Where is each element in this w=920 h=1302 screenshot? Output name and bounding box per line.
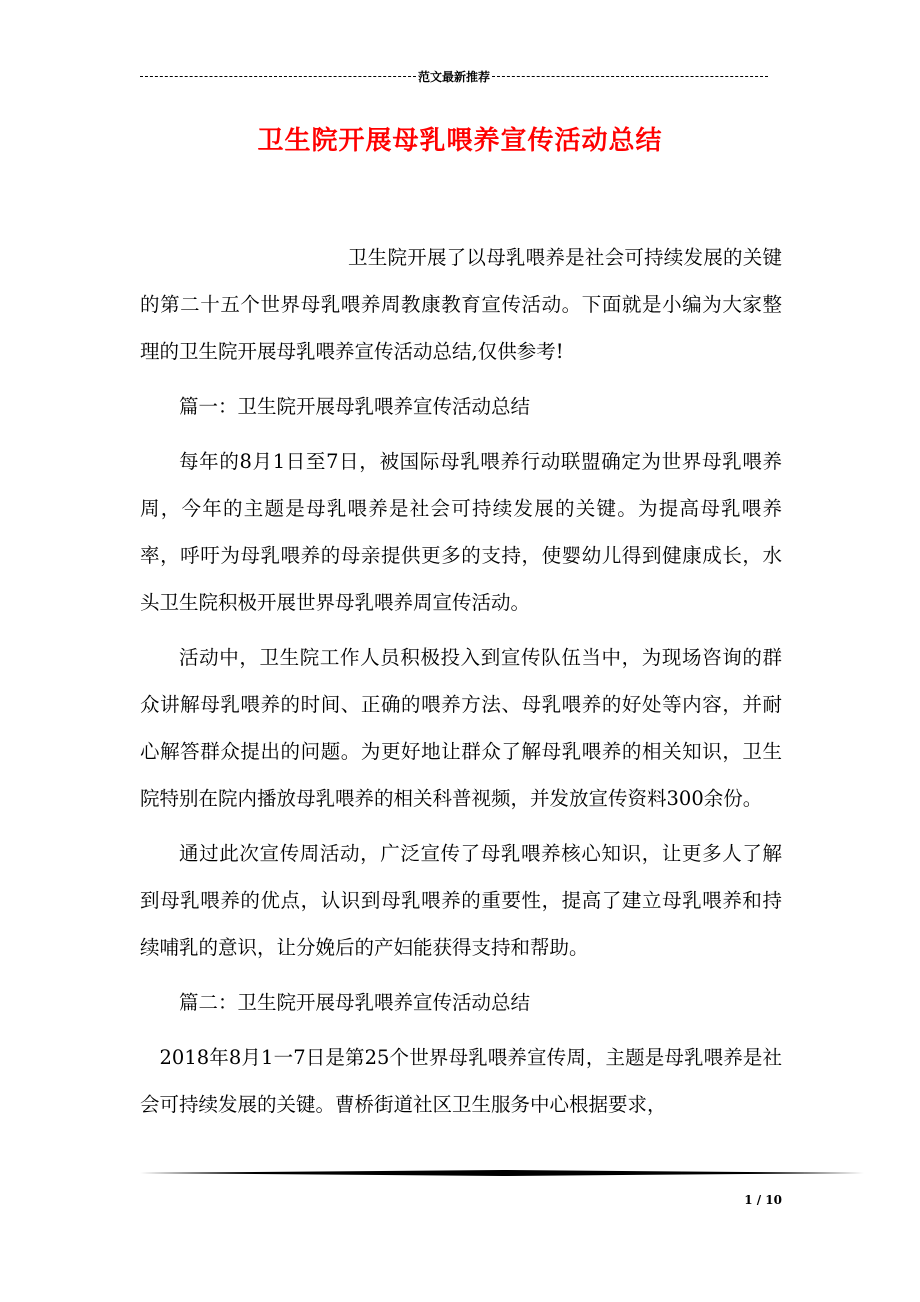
header-dash-left	[140, 76, 416, 77]
page-number: 1 / 10	[744, 1193, 782, 1207]
section-heading-2: 篇二：卫生院开展母乳喂养宣传活动总结	[179, 991, 531, 1014]
document-title: 卫生院开展母乳喂养宣传活动总结	[257, 126, 663, 156]
paragraph-3: 通过此次宣传周活动，广泛宣传了母乳喂养核心知识，让更多人了解到母乳喂养的优点，认识到母乳喂养的重要性，提高了建立母乳喂养和持续哺乳的意识，让分娩后的产妇能获得支持和帮助。	[140, 842, 782, 959]
paragraph-4: 2018年8月1一7日是第25个世界母乳喂养宣传周，主题是母乳喂养是社会可持续发展的关键。曹桥街道社区卫生服务中心根据要求，	[140, 1046, 782, 1116]
footer-rule	[140, 1170, 864, 1176]
header-label: 范文最新推荐	[418, 70, 491, 84]
page-header	[140, 68, 768, 85]
paragraph-2: 活动中，卫生院工作人员积极投入到宣传队伍当中，为现场咨询的群众讲解母乳喂养的时间、正确的喂养方法、母乳喂养的好处等内容，并耐心解答群众提出的问题。为更好地让群众了解母乳喂养的相关知识，卫生院特别在院内播放母乳喂养的相关科普视频，并发放宣传资料300余份。	[140, 646, 782, 810]
document-body	[140, 234, 782, 1128]
paragraph-1: 每年的8月1日至7日，被国际母乳喂养行动联盟确定为世界母乳喂养周，今年的主题是母乳喂养是社会可持续发展的关键。为提高母乳喂养率，呼吁为母乳喂养的母亲提供更多的支持，使婴幼儿得到健康成长，水头卫生院积极开展世界母乳喂养周宣传活动。	[140, 450, 782, 614]
section-heading-1: 篇一：卫生院开展母乳喂养宣传活动总结	[179, 395, 531, 418]
paragraph-intro: 卫生院开展了以母乳喂养是社会可持续发展的关键的第二十五个世界母乳喂养周教康教育宣传活动。下面就是小编为大家整理的卫生院开展母乳喂养宣传活动总结,仅供参考!	[140, 246, 782, 363]
header-dash-right	[492, 76, 768, 77]
